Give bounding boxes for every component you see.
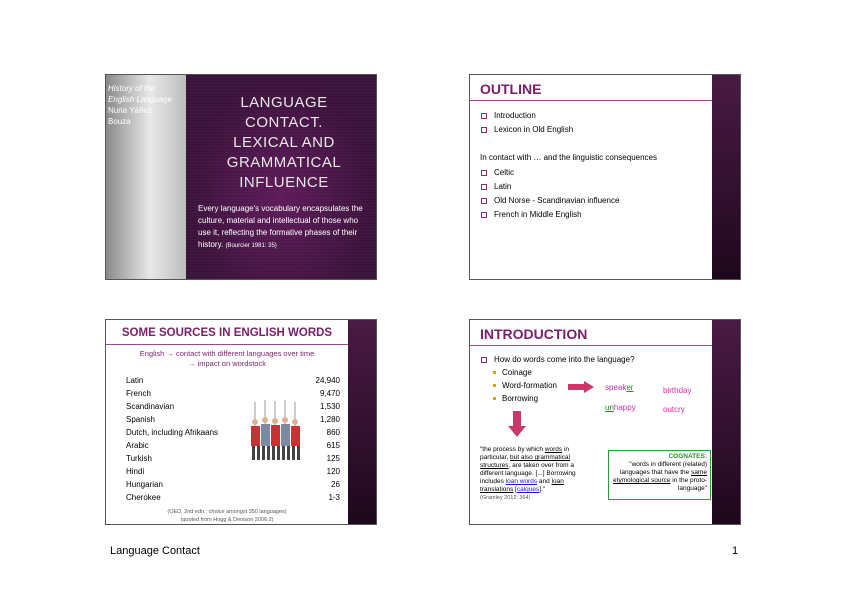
count-cell: 9,470 (319, 389, 340, 398)
outline-intro: In contact with … and the linguistic consequences (480, 153, 657, 162)
outline-item: French in Middle English (480, 208, 619, 222)
intro-quote (198, 203, 368, 252)
count-cell: 120 (326, 467, 340, 476)
title-line: LANGUAGE (240, 94, 328, 111)
count-cell: 1,530 (319, 402, 340, 411)
table-row (126, 439, 340, 452)
count-cell: 26 (331, 480, 340, 489)
slide-introduction (469, 319, 741, 525)
cognates-box (608, 450, 711, 500)
slide-main-panel (186, 75, 376, 279)
lang-cell: Arabic (126, 441, 149, 450)
title-line: LEXICAL AND (233, 134, 335, 151)
borrowing-definition (480, 446, 592, 502)
count-cell: 125 (326, 454, 340, 463)
slide-meta (108, 83, 186, 127)
slide-decor-bar (348, 320, 376, 524)
lang-cell: Hungarian (126, 480, 163, 489)
def-ref: (Gramley 2012: 364) (480, 495, 531, 501)
page-number: 1 (732, 545, 739, 557)
count-cell: 1,280 (319, 415, 340, 424)
def-underlined: but also grammatical structures (480, 454, 570, 469)
outline-item: Lexicon in Old English (480, 123, 573, 137)
slide-subtitle (106, 349, 348, 369)
word-suffix: er (626, 383, 634, 392)
table-row (126, 400, 340, 413)
question-list (480, 353, 635, 367)
slide-outline (469, 74, 741, 280)
lang-cell: Hindi (126, 467, 145, 476)
heading-rule (470, 345, 712, 346)
word-prefix: un (605, 403, 614, 412)
def-text: [ (513, 486, 517, 493)
slide-decor-bar (712, 320, 740, 524)
def-text: "the process by which (480, 446, 545, 453)
note-line: (OED, 2nd edn.; choice amongst 350 languages) (167, 509, 287, 515)
slide-title (105, 74, 377, 280)
process-item: Coinage (492, 366, 557, 379)
count-cell: 1-3 (328, 493, 340, 502)
slide-title-text (192, 93, 376, 193)
course-title-1: History of the (108, 84, 156, 93)
subtitle-line: → impact on wordstock (188, 359, 266, 368)
lang-cell: French (126, 389, 151, 398)
author-2: Bouza (108, 117, 131, 126)
slide-decor-bar (712, 75, 740, 279)
count-cell: 860 (326, 428, 340, 437)
process-item: Borrowing (492, 392, 557, 405)
def-text: in particular, (480, 446, 570, 461)
table-row (126, 465, 340, 478)
sources-table (126, 374, 340, 504)
loan-words-link[interactable]: loan words (505, 478, 538, 485)
footer-title: Language Contact (110, 545, 200, 557)
calques-link[interactable]: calques (516, 486, 540, 493)
table-row (126, 413, 340, 426)
title-line: INFLUENCE (239, 174, 329, 191)
cog-text: "words in different (related) languages that have the (619, 461, 707, 476)
lang-cell: Cherokee (126, 493, 161, 502)
table-row (126, 387, 340, 400)
outline-list-1 (480, 109, 573, 137)
def-text: and (537, 478, 552, 485)
heading-rule (470, 100, 712, 101)
word-stem: happy (613, 403, 636, 412)
heading-rule (106, 344, 348, 345)
def-text: ]." (539, 486, 546, 493)
slide-heading: INTRODUCTION (480, 326, 588, 342)
lang-cell: Dutch, including Afrikaans (126, 428, 219, 437)
quote-ref: (Bourcier 1981: 35) (225, 243, 277, 249)
soldiers-illustration (247, 400, 303, 464)
table-row (126, 426, 340, 439)
quote-text: Every language's vocabulary encapsulates the culture, material and intellectual of those who use it, reflecting the formative phases of their history. (198, 204, 363, 249)
slide-heading: SOME SOURCES IN ENGLISH WORDS (121, 327, 333, 339)
lang-cell: Latin (126, 376, 144, 385)
slide-heading: OUTLINE (480, 81, 542, 97)
subtitle-line: English → contact with different languages over time (139, 349, 315, 358)
cog-text: in the proto-language" (670, 477, 707, 492)
table-row (126, 491, 340, 504)
course-title-2: English Language (108, 95, 173, 104)
lang-cell: Spanish (126, 415, 155, 424)
example-word-speaker (605, 383, 633, 392)
cog-underlined: same etymological source (613, 469, 707, 484)
table-row (126, 374, 340, 387)
lang-cell: Turkish (126, 454, 152, 463)
table-row (126, 478, 340, 491)
count-cell: 615 (326, 441, 340, 450)
author-1: Nuria Yáñez (108, 106, 152, 115)
example-word-outcry: outcry (663, 405, 685, 414)
count-cell: 24,940 (315, 376, 340, 385)
outline-item: Celtic (480, 166, 619, 180)
arrow-right-icon (568, 381, 594, 393)
note-line: (quoted from Hogg & Denison 2006:2) (180, 517, 274, 523)
outline-item: Latin (480, 180, 619, 194)
outline-item: Introduction (480, 109, 573, 123)
slide-sources (105, 319, 377, 525)
lang-cell: Scandinavian (126, 402, 175, 411)
arrow-down-icon (508, 411, 526, 437)
process-item: Word-formation (492, 379, 557, 392)
title-line: GRAMMATICAL (226, 154, 342, 171)
def-underlined: words (544, 446, 563, 453)
outline-list-2 (480, 166, 619, 222)
word-stem: speak (605, 383, 627, 392)
example-word-birthday: birthday (663, 386, 692, 395)
table-row (126, 452, 340, 465)
example-word-unhappy (605, 403, 636, 412)
question-item: How do words come into the language? (480, 353, 635, 367)
outline-item: Old Norse - Scandinavian influence (480, 194, 619, 208)
cognates-heading: COGNATES: (668, 453, 707, 460)
def-underlined: loan translations (480, 478, 564, 493)
title-line: CONTACT. (245, 114, 323, 131)
def-text: , are taken over from a different language. [...] Borrowing includes (480, 462, 576, 485)
table-source-note (106, 508, 348, 524)
process-list (492, 366, 557, 405)
